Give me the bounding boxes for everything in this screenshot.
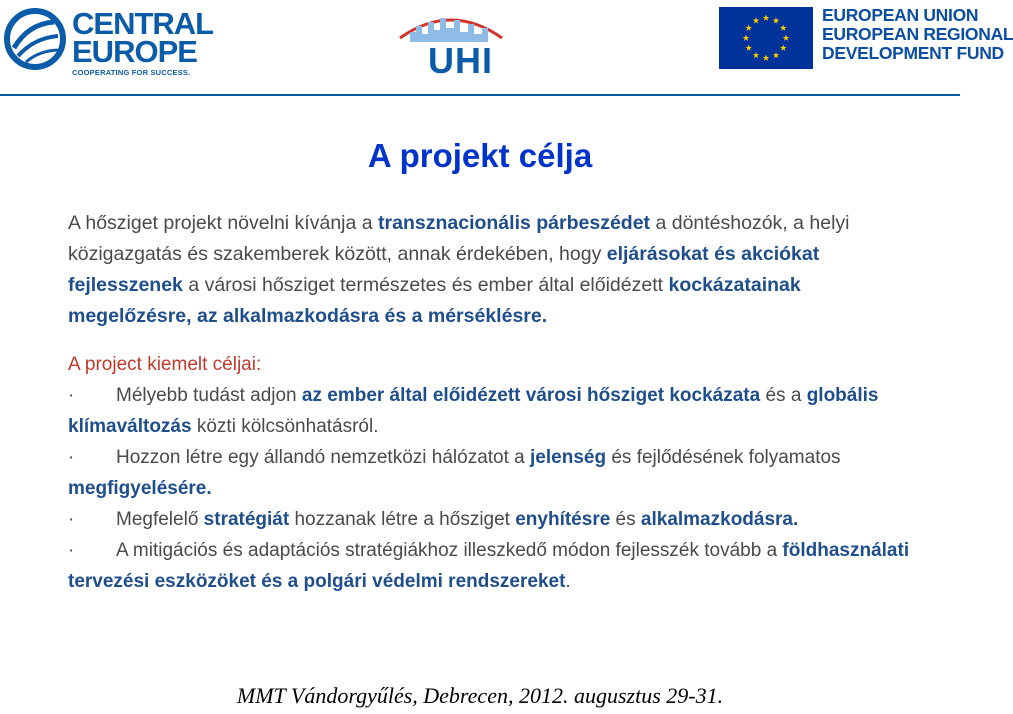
eu-line2: EUROPEAN REGIONAL (822, 24, 1013, 44)
bullet-dot: · (68, 447, 75, 468)
goal-text: és fejlődésének folyamatos (606, 447, 841, 468)
goal-text: közti kölcsönhatásról. (191, 416, 379, 437)
intro-highlight-2: eljárásokat és akciókat fejlesszenek (68, 243, 820, 296)
goal-item (68, 380, 928, 442)
eu-star-icon (753, 17, 759, 23)
goal-highlight: az ember által előidézett városi hősziget kockázata (301, 385, 761, 406)
uhi-logo (396, 8, 506, 80)
goal-text: Megfelelő (116, 509, 204, 530)
slide-title: A projekt célja (367, 137, 593, 174)
eu-star-icon (743, 35, 749, 41)
eu-star-icon (763, 55, 769, 61)
eu-line3: DEVELOPMENT FUND (822, 43, 1004, 63)
goal-item (68, 442, 928, 504)
goal-item (68, 535, 928, 597)
eu-star-icon (753, 52, 759, 58)
eu-fund-label (822, 6, 1013, 63)
eu-star-icon (745, 25, 751, 31)
eu-star-icon (780, 45, 786, 51)
goal-highlight: stratégiát (203, 509, 290, 530)
bullet-dot: · (68, 385, 75, 406)
eu-star-icon (783, 35, 789, 41)
ce-logo-line2: EUROPE (72, 34, 197, 69)
goal-highlight: globális klímaváltozás (68, 385, 879, 437)
key-goals-heading: A project kiemelt céljai: (68, 354, 262, 375)
intro-text-3: a városi hősziget természetes és ember által előidézett (182, 274, 669, 296)
intro-highlight-1: transznacionális párbeszédet (378, 212, 651, 234)
goal-item (68, 504, 928, 535)
header-logos (0, 0, 1013, 96)
intro-highlight-3: kockázatainak megelőzésre, az alkalmazkodásra és a mérséklésre. (68, 274, 801, 327)
eu-flag (719, 7, 813, 69)
eu-star-icon (780, 25, 786, 31)
eu-stars-icon (719, 7, 813, 69)
eu-line1: EUROPEAN UNION (822, 5, 979, 25)
central-europe-logo (4, 6, 214, 77)
eu-star-icon (773, 17, 779, 23)
goal-highlight: megfigyelésére. (68, 478, 212, 499)
slide-body (68, 208, 928, 597)
goal-highlight: alkalmazkodásra. (640, 509, 799, 530)
ce-logo-tagline: COOPERATING FOR SUCCESS. (72, 68, 191, 77)
eu-star-icon (745, 45, 751, 51)
bullet-dot: · (68, 509, 75, 530)
goal-text: A mitigációs és adaptációs stratégiákhoz illeszkedő módon fejlesszék tovább a (116, 540, 783, 561)
goal-highlight: jelenség (530, 447, 607, 468)
intro-text-2: a döntéshozók, a helyi közigazgatás és szakemberek között, annak érdekében, hogy (68, 212, 850, 265)
goal-text: Hozzon létre egy állandó nemzetközi hálózatot a (116, 447, 531, 468)
central-europe-emblem-icon (4, 8, 66, 70)
goal-text: Mélyebb tudást adjon (116, 385, 302, 406)
ce-logo-line1: CENTRAL (72, 6, 214, 41)
intro-paragraph (68, 208, 928, 332)
intro-text-1: A hősziget projekt növelni kívánja a (68, 212, 379, 234)
goal-text: és a (760, 385, 807, 406)
goal-text: hozzanak létre a hősziget (289, 509, 516, 530)
goal-highlight: földhasználati tervezési eszközöket és a polgári védelmi rendszereket (68, 540, 910, 592)
bullet-dot: · (68, 540, 75, 561)
header-divider (0, 94, 960, 96)
uhi-logo-word: UHI (428, 40, 493, 81)
key-goals (68, 349, 928, 597)
eu-star-icon (773, 52, 779, 58)
goal-text: . (565, 571, 571, 592)
goal-text: és (610, 509, 641, 530)
footer-event: MMT Vándorgyűlés, Debrecen, 2012. augusztus 29-31. (236, 683, 724, 708)
goal-highlight: enyhítésre (515, 509, 611, 530)
eu-star-icon (763, 15, 769, 21)
